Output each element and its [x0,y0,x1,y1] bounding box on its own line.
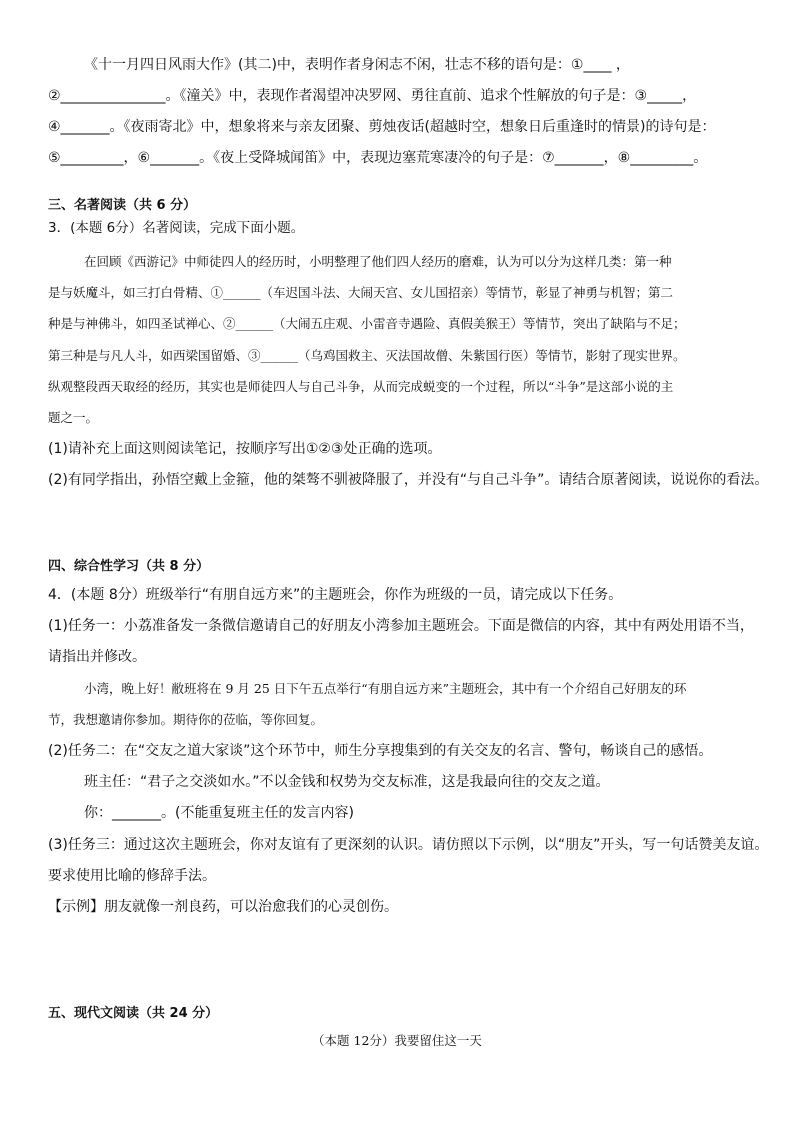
question-3-intro: 3．(本题 6分）名著阅读，完成下面小题。 [48,220,305,236]
question-3-sub-1: (1)请补充上面这则阅读笔记，按顺序写出①②③处正确的选项。 [48,441,442,457]
teacher-speech: 班主任：“君子之交淡如水。”不以金钱和权势为交友标准，这是我最向往的交友之道。 [84,774,610,790]
poetry-line-1: 《十一月四日风雨大作》(其二)中，表明作者身闲志不闲，壮志不移的语句是：①____ ， [84,57,630,73]
task-3-line-2: 要求使用比喻的修辞手法。 [48,868,216,884]
task-1-line-2: 请指出并修改。 [48,649,146,665]
student-answer-line: 你：_______。(不能重复班主任的发言内容) [84,805,354,821]
wechat-message-line-1: 小湾，晚上好！敝班将在 9 月 25 日下午五点举行“有朋自远方来”主题班会，其中有一个介绍自己好朋友的环 [84,681,687,696]
passage-line-4: 第三种是与凡人斗，如西梁国留婚、③______（乌鸡国救主、灭法国故僧、朱紫国行医）等情节，影射了现实世界。 [48,348,686,363]
task-3-line-1: (3)任务三：通过这次主题班会，你对友谊有了更深刻的认识。请仿照以下示例，以“朋友”开头，写一句话赞美友谊。 [48,837,769,853]
passage-line-2: 是与妖魔斗，如三打白骨精、①______（车迟国斗法、大闹天宫、女儿国招亲）等情节，彰显了神勇与机智；第二 [48,285,674,300]
question-3-sub-2: (2)有同学指出，孙悟空戴上金箍，他的桀骜不驯被降服了，并没有“与自己斗争”。请结合原著阅读，说说你的看法。 [48,472,769,488]
section-4-heading: 四、综合性学习（共 8 分） [48,559,210,574]
example-line: 【示例】朋友就像一剂良药，可以治愈我们的心灵创伤。 [48,899,398,915]
passage-title: （本题 12分）我要留住这一天 [312,1033,482,1048]
task-2-line: (2)任务二：在“交友之道大家谈”这个环节中，师生分享搜集到的有关交友的名言、警句，畅谈自己的感悟。 [48,743,713,759]
poetry-line-3: ④_______。《夜雨寄北》中，想象将来与亲友团聚、剪烛夜话(超越时空，想象日后重逢时的情景)的诗句是： [48,119,716,135]
wechat-message-line-2: 节，我想邀请你参加。期待你的莅临，等你回复。 [48,712,324,727]
passage-line-1: 在回顾《西游记》中师徒四人的经历时，小明整理了他们四人经历的磨难，认为可以分为这样几类：第一种 [84,254,672,269]
section-3-heading: 三、名著阅读（共 6 分） [48,198,197,213]
passage-line-6: 题之一。 [48,410,99,425]
section-5-heading: 五、现代文阅读（共 24 分） [48,1006,219,1021]
poetry-line-4: ⑤_________，⑥_______。《夜上受降城闻笛》中，表现边塞荒寒凄冷的句子是：⑦_______，⑧_________。 [48,150,708,166]
passage-line-5: 纵观整段西天取经的经历，其实也是师徒四人与自己斗争，从而完成蜕变的一个过程，所以“斗争”是这部小说的主 [48,379,674,394]
passage-line-3: 种是与神佛斗，如四圣试禅心、②______（大闹五庄观、小雷音寺遇险、真假美猴王）等情节，突出了缺陷与不足； [48,316,686,331]
question-4-intro: 4．(本题 8分）班级举行“有朋自远方来”的主题班会，你作为班级的一员，请完成以下任务。 [48,587,623,603]
task-1-line-1: (1)任务一：小荔准备发一条微信邀请自己的好朋友小湾参加主题班会。下面是微信的内容，其中有两处用语不当， [48,618,754,634]
poetry-line-2: ②_______________。《潼关》中，表现作者渴望冲决罗网、勇往直前、追求个性解放的句子是：③_____， [48,88,697,104]
